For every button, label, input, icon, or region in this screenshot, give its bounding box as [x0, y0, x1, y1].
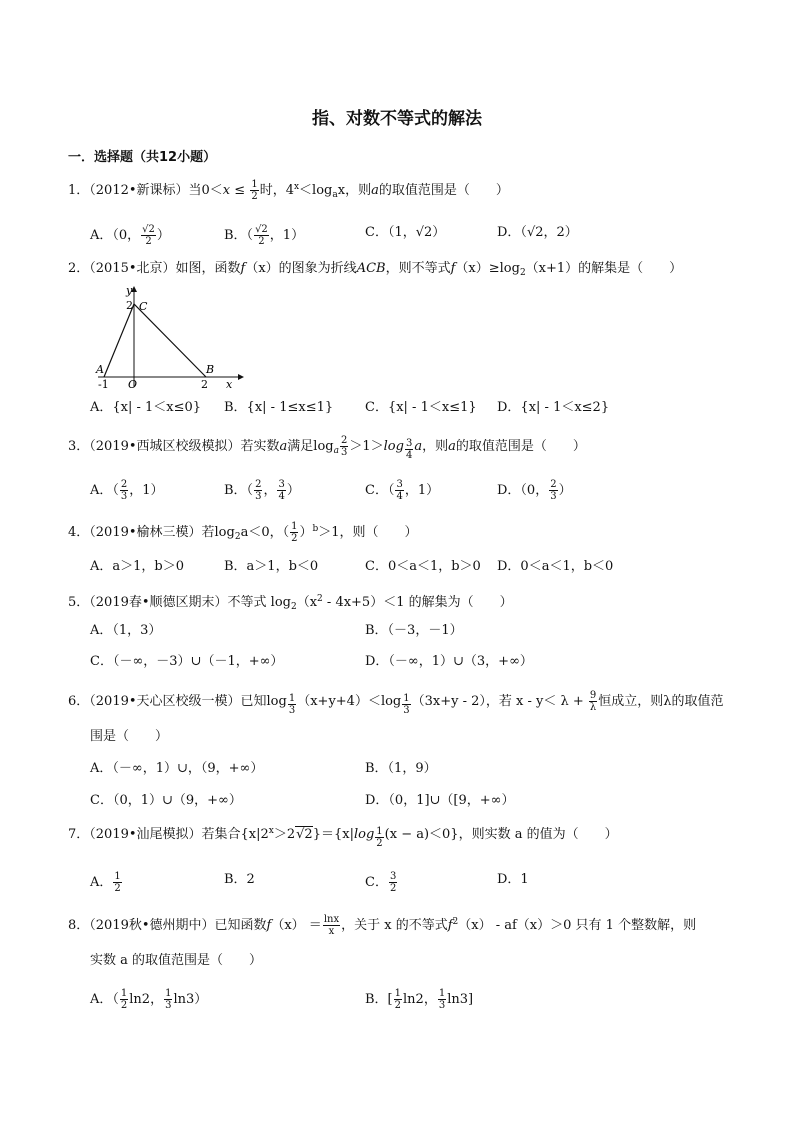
q7-option-a[interactable]: A． $\frac{1}{2}$	[90, 871, 121, 894]
q4-option-d[interactable]: D．0＜a＜1，b＜0	[497, 559, 614, 574]
question-8-stem: 8．（2019秋•德州期中）已知函数f（x） ＝ $\frac{\ln x}{x}$ ，关于 x 的不等式$f^2(x) - af(x)>0$ 只有 1 个整数解，则	[68, 914, 697, 937]
x-tick-2: 2	[201, 378, 208, 391]
section-heading: 一．选择题（共12小题）	[68, 150, 217, 165]
q3-option-c[interactable]: C．（ $\frac{3}{4}$ ，1）	[365, 479, 440, 502]
polyline-acb	[104, 304, 206, 377]
q1-option-c[interactable]: C．（1，√2）	[365, 225, 446, 240]
question-2-stem: 2．（2015•北京）如图，函数f（x）的图象为折线ACB，则不等式$f(x)\ge\log_2(x+1)$的解集是（ ）	[68, 261, 683, 278]
q3-option-b[interactable]: B．（ $\frac{2}{3}$ ， $\frac{3}{4}$ ）	[224, 479, 300, 502]
q5-option-a[interactable]: A．（1，3）	[90, 623, 162, 638]
q7-option-c[interactable]: C． $\frac{3}{2}$	[365, 871, 397, 894]
q1-option-d[interactable]: D．（√2，2）	[497, 225, 578, 240]
q3-option-d[interactable]: D．（0， $\frac{2}{3}$ ）	[497, 479, 572, 502]
q3-option-a[interactable]: A．（ $\frac{2}{3}$ ，1）	[90, 479, 164, 502]
question-4-stem: 4．（2019•榆林三模）若$\log_2a<0$，（ $\frac{1}{2}$ ）$^b$＞1，则（ ）	[68, 521, 418, 544]
question-8-stem-continued: 实数 a 的取值范围是（ ）	[90, 953, 263, 968]
q5-option-d[interactable]: D．（－∞，1）∪（3，+∞）	[365, 654, 533, 669]
q7-option-d[interactable]: D．1	[497, 872, 529, 887]
q5-option-b[interactable]: B．（－3，－1）	[365, 623, 463, 638]
question-7-stem: 7．（2019•汕尾模拟）若集合$\{x|2^x>2√2\}=\{x|\log$ $\frac{1}{2}$ (x − a)＜0}，则实数 a 的值为（ ）	[68, 826, 618, 849]
q1-option-b[interactable]: B．（ $\frac{√2}{2}$ ，1）	[224, 224, 305, 247]
question-3-stem: 3．（2019•西城区校级模拟）若实数a满足$\log_a$ $\frac{2}{3}$ ＞1＞log $\frac{3}{4}$ a，则a的取值范围是（ ）	[68, 435, 586, 461]
q4-option-b[interactable]: B．a＞1，b＜0	[224, 559, 319, 574]
question-1-stem: 1．（2012•新课标）当0＜x ≤ $\frac{1}{2}$ 时，$4^x<\log_ax$，则a的取值范围是（ ）	[68, 179, 509, 202]
q2-option-d[interactable]: D．{x| - 1＜x≤2}	[497, 400, 610, 415]
x-tick-minus1: -1	[98, 378, 109, 391]
q2-option-a[interactable]: A．{x| - 1＜x≤0}	[90, 400, 202, 415]
q6-option-b[interactable]: B．（1，9）	[365, 761, 437, 776]
y-tick-2: 2	[126, 299, 133, 312]
point-b-label: B	[206, 363, 215, 376]
point-c-label: C	[139, 300, 148, 313]
q6-option-c[interactable]: C．（0，1）∪（9，+∞）	[90, 793, 242, 808]
q5-option-c[interactable]: C．（－∞，－3）∪（－1，+∞）	[90, 654, 284, 669]
x-label: x	[226, 378, 233, 391]
q6-option-a[interactable]: A．（－∞，1）∪，（9，+∞）	[90, 761, 264, 776]
q1-option-a[interactable]: A．（0， $\frac{√2}{2}$ ）	[90, 224, 170, 247]
q8-option-a[interactable]: A．（ $\frac{1}{2}$ ln2， $\frac{1}{3}$ ln3）	[90, 988, 208, 1011]
q2-option-c[interactable]: C．{x| - 1＜x≤1}	[365, 400, 477, 415]
question-6-stem: 6．（2019•天心区校级一模）已知log $\frac{1}{3}$ （x+y+4）＜log $\frac{1}{3}$ （3x+y - 2），若 x - y＜ λ + $\frac{9}{\lambda}$ 恒成立，则λ的取值范	[68, 690, 724, 716]
q6-option-d[interactable]: D．（0，1]∪（[9，+∞）	[365, 793, 515, 808]
question-5-stem: 5．（2019春•顺德区期末）不等式 $\log_2(x^2 - 4x+5)<1$ 的解集为（ ）	[68, 594, 513, 612]
q7-option-b[interactable]: B．2	[224, 872, 255, 887]
origin-label: O	[128, 378, 138, 391]
function-graph-figure	[88, 282, 248, 392]
page-title: 指、对数不等式的解法	[312, 109, 482, 129]
question-6-stem-continued: 围是（ ）	[90, 729, 169, 744]
q4-option-a[interactable]: A．a＞1，b＞0	[90, 559, 185, 574]
fraction: $\frac{1}{2}$	[251, 179, 258, 202]
q4-option-c[interactable]: C．0＜a＜1，b＞0	[365, 559, 481, 574]
q8-option-b[interactable]: B．[ $\frac{1}{2}$ ln2， $\frac{1}{3}$ ln3]	[365, 988, 474, 1011]
point-a-label: A	[96, 363, 104, 376]
y-label: y	[126, 284, 133, 297]
q2-option-b[interactable]: B．{x| - 1≤x≤1}	[224, 400, 334, 415]
x-axis-arrow	[238, 374, 244, 380]
